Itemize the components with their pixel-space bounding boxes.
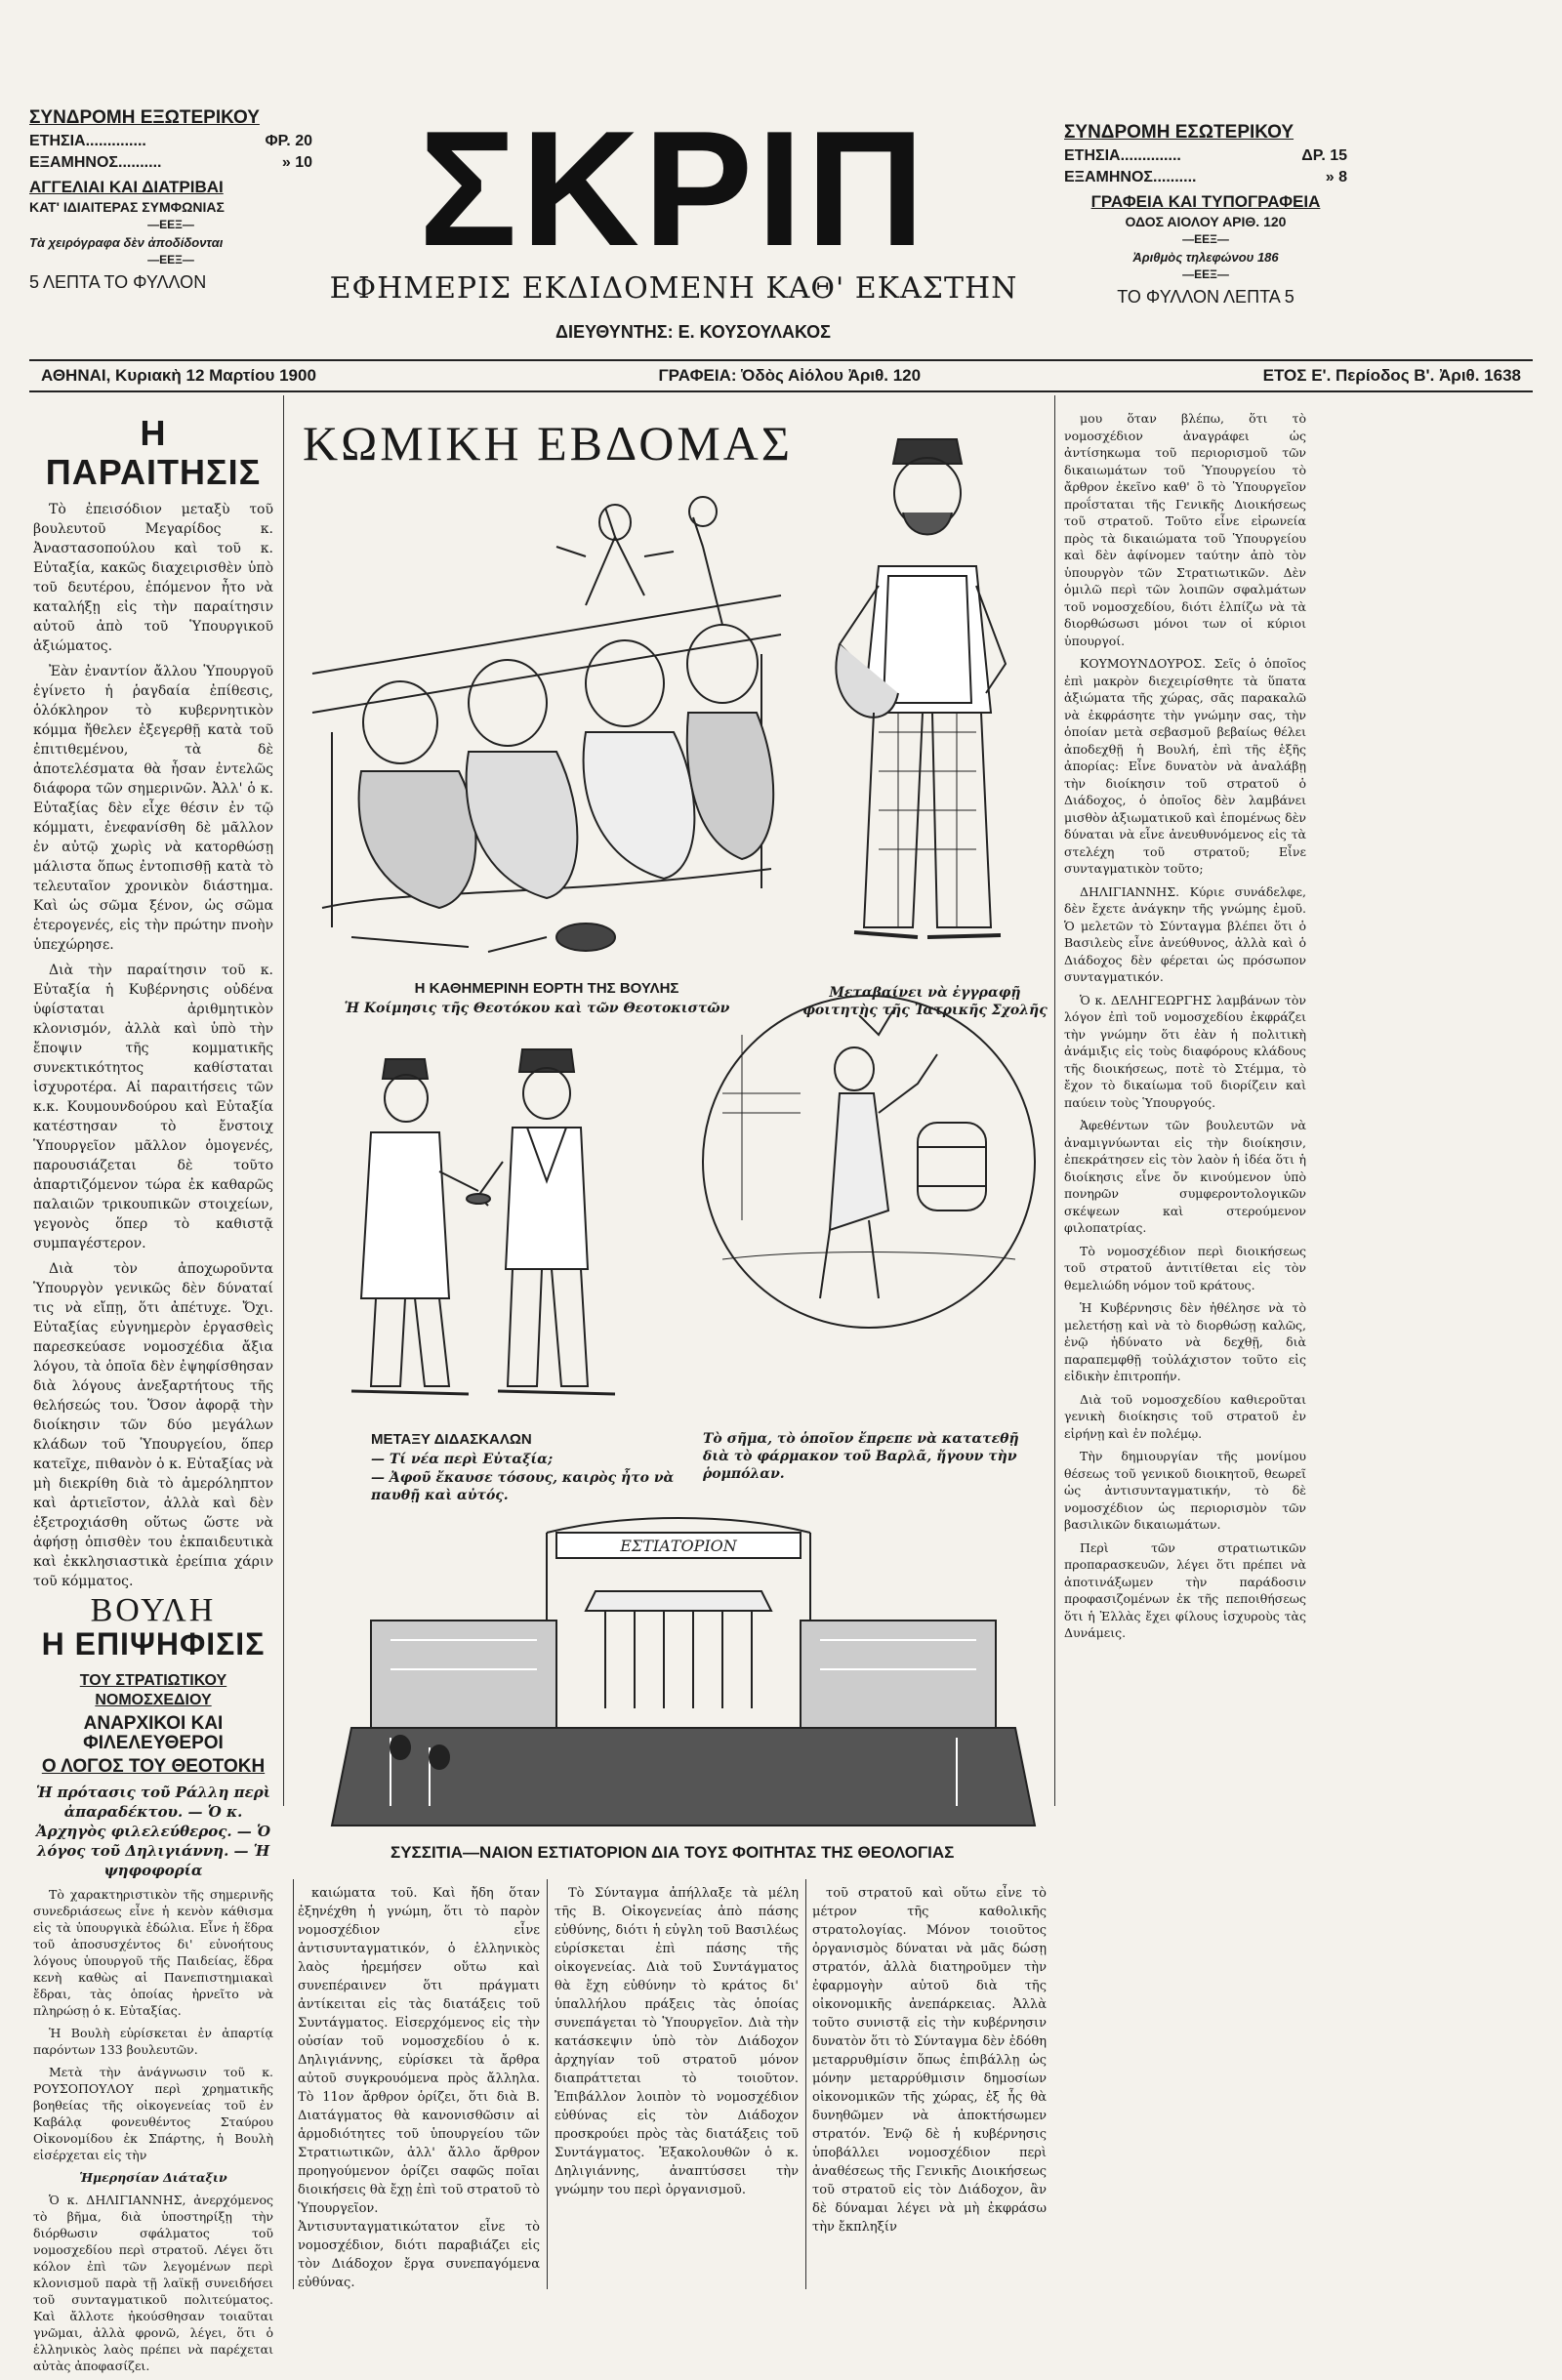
bottom-column bbox=[555, 1884, 799, 2204]
column-rule bbox=[1054, 395, 1055, 1806]
article-headline: Η ΕΠΙΨΗΦΙΣΙΣ bbox=[41, 1626, 266, 1662]
cartoon-caption-title: ΜΕΤΑΞΥ ΔΙΔΑΣΚΑΛΩΝ bbox=[371, 1431, 532, 1448]
sub-row-semiannual bbox=[29, 154, 312, 172]
cartoon-caption: Τὸ σῆμα, τὸ ὁποῖον ἔπρεπε νὰ κατατεθῇ διὰ τὸ φάρμακον τοῦ Βαρλᾶ, ἤγουν τὴν ῥομπόλαν. bbox=[703, 1431, 1019, 1482]
sub-row-value: » 10 bbox=[281, 154, 312, 171]
newspaper-logo: ΣΚΡΙΠ bbox=[418, 97, 929, 280]
cartoon-sleeping-deputies bbox=[293, 478, 801, 976]
left-column bbox=[33, 410, 273, 2380]
subscription-domestic bbox=[1064, 122, 1347, 308]
ornament-divider: —ΕΕΞ— bbox=[1182, 232, 1229, 246]
article-paragraph: Τὸ χαρακτηριστικὸν τῆς σημερινῆς συνεδριάσεως εἶνε ἡ κενὸν κάθισμα εἰς τὰ ὑπουργικὰ ἑδώλια. Εἶνε ἡ ἕδρα τοῦ ἀποσυσχέντος δι' εὐνοήτους λόγους ὑπουργοῦ τῆς Παιδείας, ἕδρα κενὴ καθὼς αἱ Πανεπιστημιακαὶ ἔδραι, τὰς ὁποίας ἠρνεῖτο νὰ πληρώσῃ ὁ κ. Εὐταξίας. bbox=[33, 1887, 273, 2018]
article-paragraph: ΚΟΥΜΟΥΝΔΟΥΡΟΣ. Σεῖς ὁ ὁποῖος ἐπὶ μακρὸν διεχειρίσθητε τὰ ὕπατα ἀξιώματα τῆς χώρας, σᾶς παρακαλῶ νὰ ἐκφράσητε τὴν γνώμην σας, τὴν ὁποίαν μετὰ σεβασμοῦ βεβαίως θέλει ἀποδεχθῇ ἡ Βουλή, ἐπὶ τῆς ἑξῆς ἀπορίας: Εἶνε δυνατὸν νὰ ἀναλάβῃ τὴν διοίκησιν τοῦ στρατοῦ ὁ Διάδοχος, ὁ ὁποῖος δὲν λαμβάνει μισθὸν ἀξιωματικοῦ καὶ ἑπομένως δὲν δύναται νὰ εἶνε ἀνευθυνόμενος εἰς τὰ στελέχη τοῦ στρατοῦ; Εἶνε συνταγματικὸν τοῦτο; bbox=[1064, 656, 1306, 876]
column-rule bbox=[547, 1879, 548, 2289]
cartoon-circle-barrel bbox=[683, 976, 1054, 1347]
cartoon-medical-student bbox=[810, 420, 1045, 976]
sub-row-label: ΕΞΑΜΗΝΟΣ.......... bbox=[1064, 169, 1197, 185]
dateline-bar bbox=[29, 359, 1533, 392]
subscription-foreign bbox=[29, 107, 312, 293]
article-paragraph: Τὸ Σύνταγμα ἀπήλλαξε τὰ μέλη τῆς Β. Οἰκογενείας ἀπὸ πάσης εὐθύνης, διότι ἡ εὐγλη τοῦ Βασιλέως εὑρίσκεται ἐπὶ πάσης τῆς οἰκογενείας. Διὰ τοῦ Συντάγματος θὰ ἔχη εὐθύνην τὸ κράτος δι' ὑπαλλήλου πράξεις τὰς ὁποίας συνεπάγεται τὸ Ὑπουργεῖον. Διὰ τὴν κατάσκεψιν ὑπὸ τὸν Διάδοχον ἀρχηγίαν τοῦ στρατοῦ μόνον διαπράττεται τὸ τοιοῦτον. Ἐπιβάλλον λοιπὸν τὸ νομοσχέδιον εὐθύνας εἰς τὸν Διάδοχον προσκρούει πρὸς τὰς διατάξεις τοῦ Συντάγματος. Ἐξακολουθῶν ὁ κ. Δηλιγιάννης, ἀναπτύσσει τὴν γνώμην του περὶ ὀργανισμοῦ. bbox=[555, 1886, 799, 2197]
article-paragraph: Διὰ τὸν ἀποχωροῦντα Ὑπουργὸν γενικῶς δὲν δύναταί τις νὰ εἴπῃ, ὅτι ἀπέτυχε. Ὄχι. Εὐταξίας εὐγνημερὸν ἐργασθεὶς παρεσκεύασε νομοσχέδια ἄξια λόγου, τὰ ὁποῖα δὲν ἐψηφίσθησαν διὰ λόγους ἀνεξαρτήτους τῆς θελήσεώς του. Ὅσον ἀφορᾷ τὴν διοίκησιν τῶν δύο μεγάλων κλάδων τοῦ Ὑπουργείου, ὅπερ κατεῖχε, πιθανὸν ὁ κ. Εὐταξίας νὰ μὴ διεκρίθη διὰ τὸ ἀμερόληπτον καὶ ἀρτιεῖστον, ἀλλὰ καὶ δὲν ἐξετροχιάσθη οὕτως ὥστε νὰ ἀφήσῃ ὁπισθὲν του ἐκπαιδευτικὰ καὶ ἐκκλησιαστικὰ ἐρείπια χάριν τοῦ κόμματος. bbox=[33, 1261, 273, 1589]
sub-note: Ἀριθμὸς τηλεφώνου 186 bbox=[1132, 250, 1279, 265]
article-paragraph: Τὸ νομοσχέδιον περὶ διοικήσεως τοῦ στρατοῦ ἀντιτίθεται εἰς τὸν θεμελιώδη νόμον τοῦ κράτους. bbox=[1064, 1243, 1306, 1293]
article-paragraph: Ὁ κ. ΔΗΛΙΓΙΑΝΝΗΣ, ἀνερχόμενος τὸ βῆμα, διὰ ὑποστηρίξῃ τὴν διόρθωσιν σφάλματος τοῦ νομοσχεδίου περὶ στρατοῦ. Λέγει ὅτι κόλον ἐπὶ τῶν λεγομένων περὶ κλονισμοῦ παρὰ τῇ λαϊκῇ συνειδήσει τοῦ συνταγματικοῦ πολιτεύματος. Καὶ ἄλλοτε ἠκούσθησαν τοιαῦται γνῶμαι, ἀλλὰ φρονῶ, λέγει, ὅτι ὁ ἑλληνικὸς λαὸς πρέπει νὰ παρέχεται αὐτὰς ἀποφασίζει. bbox=[33, 2193, 273, 2373]
sub-note: ΟΔΟΣ ΑΙΟΛΟΥ ΑΡΙΘ. 120 bbox=[1125, 214, 1287, 229]
sub-price: ΤΟ ΦΥΛΛΟΝ ΛΕΠΤΑ 5 bbox=[1117, 287, 1295, 307]
bottom-column bbox=[298, 1884, 540, 2297]
article-headline: Η ΠΑΡΑΙΤΗΣΙΣ bbox=[45, 413, 262, 492]
cartoon-caption: — Ἀφοῦ ἔκαυσε τόσους, καιρὸς ἦτο νὰ παυθῇ καὶ αὐτός. bbox=[371, 1470, 675, 1503]
sub-row-semiannual bbox=[1064, 169, 1347, 186]
cartoon-caption-title: Η ΚΑΘΗΜΕΡΙΝΗ ΕΟΡΤΗ ΤΗΣ ΒΟΥΛΗΣ bbox=[414, 980, 679, 997]
bottom-column bbox=[812, 1884, 1047, 2241]
issue-date: ΑΘΗΝΑΙ, Κυριακὴ 12 Μαρτίου 1900 bbox=[41, 366, 316, 385]
sub-row-annual bbox=[29, 133, 312, 150]
sub-heading: ΣΥΝΔΡΟΜΗ ΕΞΩΤΕΡΙΚΟΥ bbox=[29, 107, 260, 128]
article-paragraph: Τὸ ἐπεισόδιον μεταξὺ τοῦ βουλευτοῦ Μεγαρίδος κ. Ἀναστασοπούλου καὶ τοῦ κ. Εὐταξία, κακῶς διαχειρισθὲν ὑπὸ τοῦ δευτέρου, ἐπόμενον ἦτο νὰ καταλήξῃ εἰς τὴν παραίτησιν αὐτοῦ ἀπὸ τοῦ Ὑπουργικοῦ ἀξιώματος. bbox=[33, 502, 273, 654]
article-paragraph: Ἐὰν ἐναντίον ἄλλου Ὑπουργοῦ ἐγίνετο ἡ ῥαγδαία ἐπίθεσις, ὁλόκληρον τὸ κυβερνητικὸν κόμμα ἤθελεν ἐξεγερθῇ κατὰ τοῦ ἐπιτιθεμένου, τὰ δὲ ἀποτελέσματα θὰ ἦσαν ἐντελῶς διάφορα τῶν σημερινῶν. Ἀλλ' ὁ κ. Εὐταξίας δὲν εἶχε θέσιν ἐν τῷ κόμματι, ἐνεφανίσθη δὲ μᾶλλον ἐν αὐτῷ χωρὶς νὰ κατορθώσῃ μάλιστα ὅπως ἐντοπισθῇ κατὰ τὸ τελευταῖον χρονικὸν διάστημα. Καὶ ὡς σῶμα ξένον, ὡς σῶμα ἑτερογενές, εἰς τὴν πρώτην πνοὴν ὑπεχώρησε. bbox=[33, 664, 273, 953]
ornament-divider: —ΕΕΞ— bbox=[147, 218, 194, 231]
article-subheading: Ο ΛΟΓΟΣ ΤΟΥ ΘΕΟΤΟΚΗ bbox=[41, 1756, 266, 1777]
ornament-divider: —ΕΕΞ— bbox=[147, 253, 194, 267]
article-paragraph: μου ὅταν βλέπω, ὅτι τὸ νομοσχέδιον ἀναγράφει ὡς ἀντίσηκωμα τοῦ περιορισμοῦ τῶν δικαιωμάτων τοῦ Ὑπουργείου τὸ ἄρθρον ἐκεῖνο καθ' ὃ τὸ Ὑπουργεῖον προΐσταται τῆς Γενικῆς Διοικήσεως τοῦ στρατοῦ. Τοῦτο εἶνε εἰρωνεία πρὸς τὰ δικαιώματα τοῦ Ὑπουργείου καὶ δὲν ἀφίνομεν ταύτην ἀπὸ τὸν ὑπουργὸν τῶν Στρατιωτικῶν. Δὲν ὁμιλῶ περὶ τῶν λοιπῶν σφαλμάτων τοῦ νομοσχεδίου, διότι ἐλπίζω νὰ τὰ διορθώσωσι μόνοι των οἱ κύριοι ὑπουργοί. bbox=[1064, 411, 1306, 648]
article-paragraph: Μετὰ τὴν ἀνάγνωσιν τοῦ κ. ΡΟΥΣΟΠΟΥΛΟΥ περὶ χρηματικῆς βοηθείας τῆς οἰκογενείας τοῦ ἐν Καβάλᾳ φονευθέντος Σταύρου Οἰκονομίδου ἐκ Σπάρτης, ἡ Βουλὴ εἰσέρχεται εἰς τὴν bbox=[33, 2065, 273, 2162]
sub-note: ΓΡΑΦΕΙΑ ΚΑΙ ΤΥΠΟΓΡΑΦΕΙΑ bbox=[1090, 192, 1321, 211]
sub-note: Τὰ χειρόγραφα δὲν ἀποδίδονται bbox=[29, 235, 224, 250]
cartoon-caption: Μεταβαίνει νὰ ἐγγραφῇ φοιτητὴς τῆς Ἰατρικῆς Σχολῆς bbox=[802, 985, 1048, 1018]
article-paragraph: Διὰ τοῦ νομοσχεδίου καθιεροῦται γενικὴ διοίκησις τοῦ στρατοῦ ἐν εἰρήνῃ καὶ ἐν πολέμῳ. bbox=[1064, 1391, 1306, 1441]
column-rule bbox=[293, 1879, 294, 2289]
cartoon-section-title: ΚΩΜΙΚΗ ΕΒΔΟΜΑΣ bbox=[303, 416, 794, 471]
cartoon-caption: — Τί νέα περὶ Εὐταξία; bbox=[371, 1452, 554, 1467]
sub-row-value: » 8 bbox=[1325, 169, 1347, 185]
article-paragraph: Διὰ τὴν παραίτησιν τοῦ κ. Εὐταξία ἡ Κυβέρνησις οὐδένα ὑφίσταται ἀριθμητικὸν κλονισμόν, ἀλλὰ καὶ ὑπὸ τὴν ἔποψιν τῆς κομματικῆς συνεκτικότητος καθίσταται ἰσχυροτέρα. Αἱ παραιτήσεις τῶν κ.κ. Κουμουνδούρου καὶ Εὐταξία κατέστησαν τὸ ἔνστοιχ Ὑπουργεῖον μᾶλλον ὁμογενές, παρουσιάζεται δὲ τοῦτο ἀπαρτιζόμενον τώρα ἐκ καθαρῶς παλαιῶν τρικουπικῶν στοιχείων, γεγονὸς ὅπερ τὸ καθιστᾷ συμπαγέστερον. bbox=[33, 963, 273, 1252]
sub-row-value: ΔΡ. 15 bbox=[1301, 147, 1347, 164]
article-paragraph: Ἀφεθέντων τῶν βουλευτῶν νὰ ἀναμιγνύωνται εἰς τὴν διοίκησιν, ἐπεκράτησεν εἰς τὸν λαὸν ἡ ἰδέα ὅτι ἡ διοίκησις εἶνε ὄν κινούμενον ὑπὸ πονηρῶν συμφεροντολογικῶν σκέψεων καὶ στερούμενον φιλοπατρίας. bbox=[1064, 1118, 1306, 1235]
sub-row-value: ΦΡ. 20 bbox=[265, 133, 312, 149]
issue-number: ΕΤΟΣ Ε'. Περίοδος Β'. Ἀριθ. 1638 bbox=[1262, 366, 1521, 385]
article-paragraph: Ἡ Βουλὴ εὑρίσκεται ἐν ἀπαρτίᾳ παρόντων 133 βουλευτῶν. bbox=[33, 2026, 273, 2057]
article-subheading: Ἡμερησίαν Διάταξιν bbox=[79, 2170, 227, 2185]
editor-line: ΔΙΕΥΘΥΝΤΗΣ: Ε. ΚΟΥΣΟΥΛΑΚΟΣ bbox=[555, 322, 831, 342]
right-column bbox=[1064, 410, 1306, 1648]
ornament-divider: —ΕΕΞ— bbox=[1182, 267, 1229, 281]
section-title: ΒΟΥΛΗ bbox=[90, 1592, 217, 1628]
article-subheading: ΤΟΥ ΣΤΡΑΤΙΩΤΙΚΟΥ ΝΟΜΟΣΧΕΔΙΟΥ bbox=[79, 1672, 227, 1708]
sub-row-label: ΕΤΗΣΙΑ.............. bbox=[1064, 147, 1181, 164]
article-paragraph: τοῦ στρατοῦ καὶ οὕτω εἶνε τὸ μέτρον τῆς καθολικῆς στρατολογίας. Μόνον τοιοῦτος ὀργανισμὸς δύναται νὰ μᾶς δώσῃ στρατόν, ἀλλὰ διατηροῦμεν τὴν ἐφαρμογὴν αὐτοῦ διὰ τῆς οἰκονομικῆς ἀνεπάρκειας. Ἀλλὰ τοῦτο συνιστᾷ εἰς τὴν κυβέρνησιν δυνατὸν ὅτι τὸ Σύνταγμα δὲν ἐδόθη μεταρρυθμίσιν ὅπως ἐπιβάλλῃ ὡς μόνην μεταρρύθμισιν δημοσίων οἰκονομικῶν τῆς χώρας, ἐξ ἧς θὰ δυνηθῶμεν νὰ ἀποκτήσωμεν στρατόν. Ἐνῷ δὲ ἡ κυβέρνησις ὑποβάλλει νομοσχέδιον περὶ ἀναθέσεως τῆς Γενικῆς Διοικήσεως τοῦ στρατοῦ εἰς τὸν Διάδοχον, ἂν δὲ δύναμαι λέγει νὰ μὴ ἐκφράσω τὴν ἔκπληξίν bbox=[812, 1886, 1047, 2235]
sub-row-label: ΕΤΗΣΙΑ.............. bbox=[29, 133, 146, 149]
sub-row-label: ΕΞΑΜΗΝΟΣ.......... bbox=[29, 154, 162, 171]
tagline: ΕΦΗΜΕΡΙΣ ΕΚΔΙΔΟΜΕΝΗ ΚΑΘ' ΕΚΑΣΤΗΝ bbox=[329, 271, 1018, 306]
sub-note: ΑΓΓΕΛΙΑΙ ΚΑΙ ΔΙΑΤΡΙΒΑΙ bbox=[29, 178, 224, 196]
cartoon-caption: Ἡ Κοίμησις τῆς Θεοτόκου καὶ τῶν Θεοτοκιστῶν bbox=[344, 1001, 730, 1016]
article-paragraph: Ὁ κ. ΔΕΛΗΓΕΩΡΓΗΣ λαμβάνων τὸν λόγον ἐπὶ τοῦ νομοσχεδίου ἐκφράζει τὴν γνώμην ὅτι ἐὰν ἡ πολιτικὴ ἀνάμιξις εἰς τοὺς διαφόρους κλάδους τῆς διοικήσεως, ποτὲ τὸ Στέμμα, τὸ ἔχον τὸ δικαίωμα τοῦ διορίζειν καὶ παύειν τοὺς Ὑπουργούς. bbox=[1064, 992, 1306, 1110]
sub-row-annual bbox=[1064, 147, 1347, 165]
sub-heading: ΣΥΝΔΡΟΜΗ ΕΣΩΤΕΡΙΚΟΥ bbox=[1064, 122, 1295, 143]
column-rule bbox=[805, 1879, 806, 2289]
sub-note: ΚΑΤ' ΙΔΙΑΙΤΕΡΑΣ ΣΥΜΦΩΝΙΑΣ bbox=[29, 199, 225, 215]
article-paragraph: ΔΗΛΙΓΙΑΝΝΗΣ. Κύριε συνάδελφε, δὲν ἔχετε ἀνάγκην τῆς γνώμης ἐμοῦ. Ὁ μελετῶν τὸ Σύνταγμα βλέπει ὅτι ὁ Βασιλεὺς εἶνε ἀνεύθυνος, ἀλλὰ καὶ ὁ Διάδοχος δὲν φέρεται ὡς πρόσωπον συνταγματικόν. bbox=[1064, 883, 1306, 984]
restaurant-banner-text: ΕΣΤΙΑΤΟΡΙΟΝ bbox=[620, 1537, 737, 1555]
office-address: ΓΡΑΦΕΙΑ: Ὁδὸς Αἰόλου Ἀριθ. 120 bbox=[658, 366, 922, 385]
cartoon-caption-title: ΣΥΣΣΙΤΙΑ—ΝΑΙΟΝ ΕΣΤΙΑΤΟΡΙΟΝ ΔΙΑ ΤΟΥΣ ΦΟΙΤΗΤΑΣ ΤΗΣ ΘΕΟΛΟΓΙΑΣ bbox=[390, 1843, 955, 1862]
sub-price: 5 ΛΕΠΤΑ ΤΟ ΦΥΛΛΟΝ bbox=[29, 272, 207, 292]
article-paragraph: Περὶ τῶν στρατιωτικῶν προπαρασκευῶν, λέγει ὅτι πρέπει νὰ ἀποτινάξωμεν τὴν παράδοσιν προφασιζομένων ἐκ τῆς πεποιθήσεως ὅτι ἡ Ἑλλὰς ἔχει φίλους ἰσχυροὺς τὰς Δυνάμεις. bbox=[1064, 1539, 1306, 1640]
article-paragraph: Τὴν δημιουργίαν τῆς μονίμου θέσεως τοῦ γενικοῦ διοικητοῦ, θεωρεῖ ὡς ἀντισυνταγματικήν, τὸ δὲ νομοσχέδιον ὡς περιορισμὸν τῶν βασιλικῶν δικαιωμάτων. bbox=[1064, 1449, 1306, 1532]
article-paragraph: καιώματα τοῦ. Καὶ ἤδη ὅταν ἐξηνέχθη ἡ γνώμη, ὅτι τὸ παρὸν νομοσχέδιον εἶνε ἀντισυνταγματικόν, ὁ ἑλληνικὸς λαὸς ἠρεμήσεν οὕτω καὶ συνεπέραινεν ὅτι πράγματι ἀντίκειται εἰς τὰς διατάξεις τοῦ Συντάγματος. Εἰσερχόμενος εἰς τὴν οὐσίαν τοῦ νομοσχεδίου ὁ κ. Δηλιγιάννης, εὑρίσκει τὰ ἄρθρα αὐτοῦ συγκρουόμενα πρὸς ἄλληλα. Τὸ 11ον ἄρθρον ὁρίζει, ὅτι διὰ Β. Διατάγματος θὰ κανονισθῶσιν αἱ ἁρμοδιότητες τοῦ ὑπουργείου τῶν Στρατιωτικῶν, ἀλλ' ἄλλο ἄρθρον προηγούμενον ὁρίζει σαφῶς ποῖαι διοικήσεις θὰ ἔχῃ ἐπὶ τοῦ στρατοῦ τὸ Ὑπουργεῖον. Ἀντισυνταγματικώτατον εἶνε τὸ νομοσχέδιον, διότι παραβιάζει εἰς τὸν Διάδοχον ἔργα συνεπαγόμενα εὐθύνας. bbox=[298, 1886, 540, 2290]
column-rule bbox=[283, 395, 284, 1806]
cartoon-theology-restaurant bbox=[312, 1513, 1045, 1835]
cartoon-two-teachers bbox=[332, 1035, 654, 1425]
article-lead: Ἡ πρότασις τοῦ Ράλλη περὶ ἀπαραδέκτου. — Ὁ κ. Ἀρχηγὸς φιλελεύθερος. — Ὁ λόγος τοῦ Δηλιγιάννη. — Ἡ ψηφοφορία bbox=[35, 1784, 271, 1879]
article-paragraph: Ἡ Κυβέρνησις δὲν ἠθέλησε νὰ τὸ μελετήσῃ καὶ νὰ τὸ διορθώσῃ καλῶς, ἐνῷ ἠδύνατο νὰ δεχθῇ, διὰ παραπεμφθῇ τοὐλάχιστον τοῦτο εἰς εἰδικὴν ἐπιτροπήν. bbox=[1064, 1300, 1306, 1383]
article-subheading: ΑΝΑΡΧΙΚΟΙ ΚΑΙ ΦΙΛΕΛΕΥΘΕΡΟΙ bbox=[83, 1713, 224, 1753]
